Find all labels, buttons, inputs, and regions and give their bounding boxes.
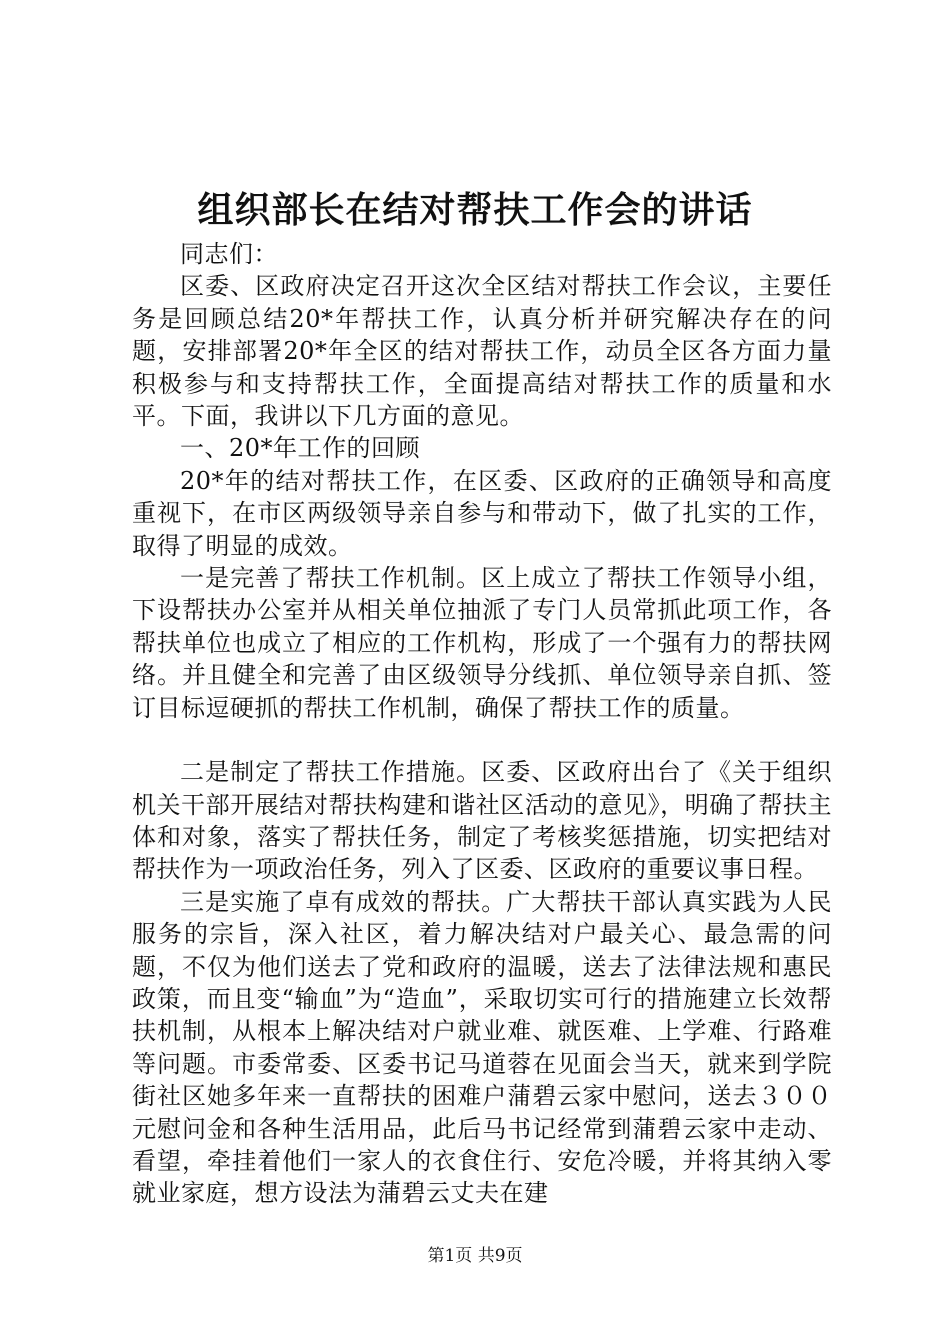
document-body	[132, 238, 832, 1210]
paragraph-gap	[132, 724, 832, 756]
salutation: 同志们：	[180, 240, 278, 268]
paragraph-point-1: 一是完善了帮扶工作机制。区上成立了帮扶工作领导小组，下设帮扶办公室并从相关单位抽派了专门人员常抓此项工作，各帮扶单位也成立了相应的工作机构，形成了一个强有力的帮扶网络。并且健全和完善了由区级领导分线抓、单位领导亲自抓、签订目标逗硬抓的帮扶工作机制，确保了帮扶工作的质量。	[132, 564, 832, 722]
page-footer: 第1页 共9页	[427, 1246, 523, 1266]
paragraph-intro: 区委、区政府决定召开这次全区结对帮扶工作会议，主要任务是回顾总结20*年帮扶工作，认真分析并研究解决存在的问题，安排部署20*年全区的结对帮扶工作，动员全区各方面力量积极参与和支持帮扶工作，全面提高结对帮扶工作的质量和水平。下面，我讲以下几方面的意见。	[132, 272, 832, 431]
paragraph-point-2: 二是制定了帮扶工作措施。区委、区政府出台了《关于组织机关干部开展结对帮扶构建和谐社区活动的意见》，明确了帮扶主体和对象，落实了帮扶任务，制定了考核奖惩措施，切实把结对帮扶作为一项政治任务，列入了区委、区政府的重要议事日程。	[132, 758, 832, 884]
paragraph-review: 20*年的结对帮扶工作，在区委、区政府的正确领导和高度重视下，在市区两级领导亲自参与和带动下，做了扎实的工作，取得了明显的成效。	[132, 466, 832, 560]
section-heading-review: 一、20*年工作的回顾	[180, 434, 421, 463]
paragraph-point-3: 三是实施了卓有成效的帮扶。广大帮扶干部认真实践为人民服务的宗旨，深入社区，着力解决结对户最关心、最急需的问题，不仅为他们送去了党和政府的温暖，送去了法律法规和惠民政策，而且变“输血”为“造血”，采取切实可行的措施建立长效帮扶机制，从根本上解决结对户就业难、就医难、上学难、行路难等问题。市委常委、区委书记马道蓉在见面会当天，就来到学院街社区她多年来一直帮扶的困难户蒲碧云家中慰问，送去３００元慰问金和各种生活用品，此后马书记经常到蒲碧云家中走动、看望，牵挂着他们一家人的衣食住行、安危冷暖，并将其纳入零就业家庭，想方设法为蒲碧云丈夫在建	[132, 887, 832, 1208]
document-title: 组织部长在结对帮扶工作会的讲话	[197, 189, 753, 231]
